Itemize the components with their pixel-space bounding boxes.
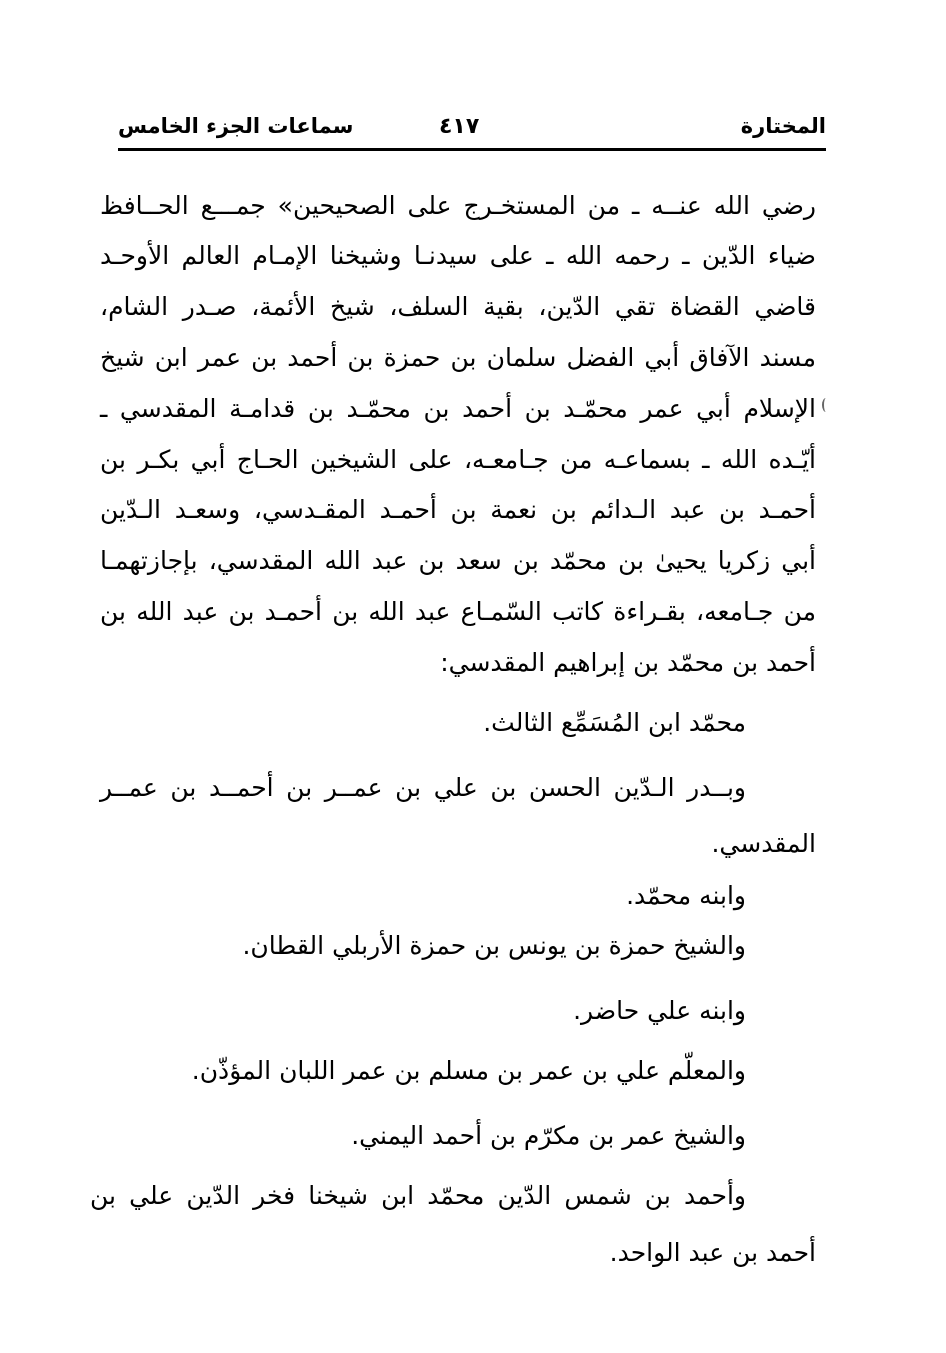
text-line: أيّـده الله ـ بسماعـه من جـامعـه، على الشيخين الحـاج أبي بكـر بن [100,445,816,474]
list-item: والشيخ حمزة بن يونس بن حمزة الأربلي القطان. [242,931,746,960]
header-rule [118,148,826,151]
list-item-continuation: المقدسي. [711,829,816,858]
margin-mark [822,398,830,412]
list-item: وابنه محمّد. [626,881,746,910]
text-line: الإسلام أبي عمر محمّـد بن أحمد بن محمّـد بن قدامـة المقدسي ـ [100,394,816,423]
book-title: المختارة [740,114,826,138]
text-line: مسند الآفاق أبي الفضل سلمان بن حمزة بن أحمد بن عمر ابن شيخ [100,343,816,372]
text-line: أحمد بن محمّد بن إبراهيم المقدسي: [440,648,816,677]
list-item: وبــدر الـدّين الحسن بن علي بن عمــر بن أحمــد بن عمــر [100,773,746,802]
text-line: رضي الله عنــه ـ من المستخـرج على الصحيحين» جمـــع الحــافظ [100,191,816,220]
text-line: قاضي القضاة تقي الدّين، بقية السلف، شيخ الأئمة، صـدر الشام، [100,292,816,321]
running-header [118,112,826,144]
list-item: وأحمد بن شمس الدّين محمّد ابن شيخنا فخر الدّين علي بن [90,1181,746,1210]
page-number: ٤١٧ [439,114,480,139]
list-item: محمّد ابن المُسَمِّع الثالث. [483,708,746,737]
text-line: ضياء الدّين ـ رحمه الله ـ على سيدنـا وشيخنا الإمـام العالم الأوحـد [100,241,816,270]
text-line: أحمـد بن عبد الـدائم بن نعمة بن أحمـد المقـدسي، وسعـد الـدّين [100,495,816,524]
text-line: أبي زكريا يحيىٰ بن محمّد بن سعد بن عبد الله المقدسي، بإجازتهمـا [100,546,816,575]
list-item: وابنه علي حاضر. [573,996,746,1025]
text-line: من جـامعه، بقـراءة كاتب السّمـاع عبد الله بن أحمـد بن عبد الله بن [100,597,816,626]
list-item-continuation: أحمد بن عبد الواحد. [609,1238,816,1267]
list-item: والمعلّم علي بن عمر بن مسلم بن عمر اللبان المؤذّن. [191,1056,746,1085]
list-item: والشيخ عمر بن مكرّم بن أحمد اليمني. [351,1121,746,1150]
section-title: سماعات الجزء الخامس [118,114,354,138]
